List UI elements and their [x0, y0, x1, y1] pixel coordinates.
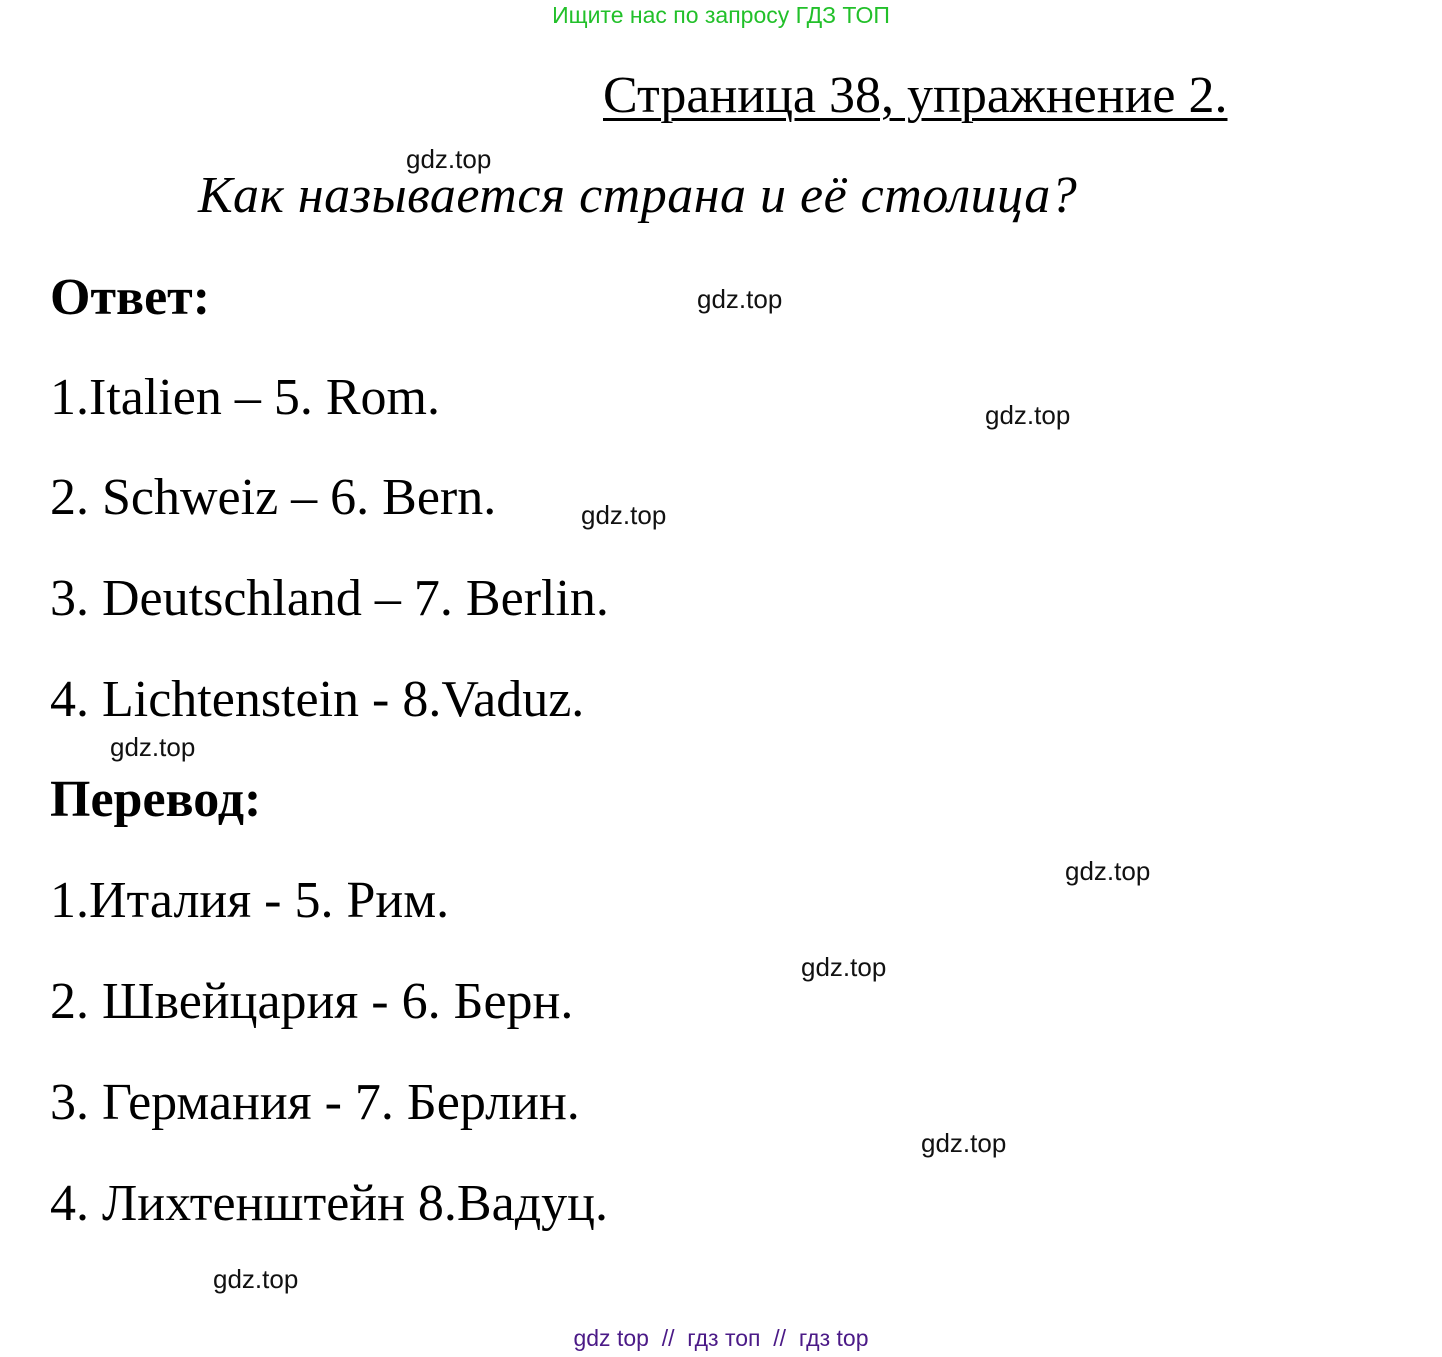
answer-item-2: 2. Schweiz – 6. Bern.: [50, 469, 497, 526]
watermark: gdz.top: [801, 952, 887, 982]
watermark: gdz.top: [213, 1264, 299, 1294]
watermark: gdz.top: [581, 500, 667, 530]
watermark: gdz.top: [985, 400, 1071, 430]
answer-item-3: 3. Deutschland – 7. Berlin.: [50, 570, 609, 627]
translation-item-1: 1.Италия - 5. Рим.: [50, 872, 450, 929]
translation-heading: Перевод:: [50, 771, 262, 828]
page-title: Страница 38, упражнение 2.: [603, 67, 1228, 124]
answer-item-1: 1.Italien – 5. Rom.: [50, 369, 440, 426]
translation-item-2: 2. Швейцария - 6. Берн.: [50, 973, 574, 1030]
answer-heading: Ответ:: [50, 269, 211, 326]
answer-item-4: 4. Lichtenstein - 8.Vaduz.: [50, 671, 585, 728]
search-banner: Ищите нас по запросу ГДЗ ТОП: [552, 2, 890, 28]
footer-links: gdz top // гдз топ // гдз top: [573, 1325, 869, 1351]
watermark: gdz.top: [110, 732, 196, 762]
translation-item-4: 4. Лихтенштейн 8.Вадуц.: [50, 1175, 608, 1232]
exercise-question: Как называется страна и её столица?: [198, 167, 1078, 224]
translation-item-3: 3. Германия - 7. Берлин.: [50, 1074, 580, 1131]
watermark: gdz.top: [697, 284, 783, 314]
watermark: gdz.top: [406, 144, 492, 174]
watermark: gdz.top: [1065, 856, 1151, 886]
watermark: gdz.top: [921, 1128, 1007, 1158]
